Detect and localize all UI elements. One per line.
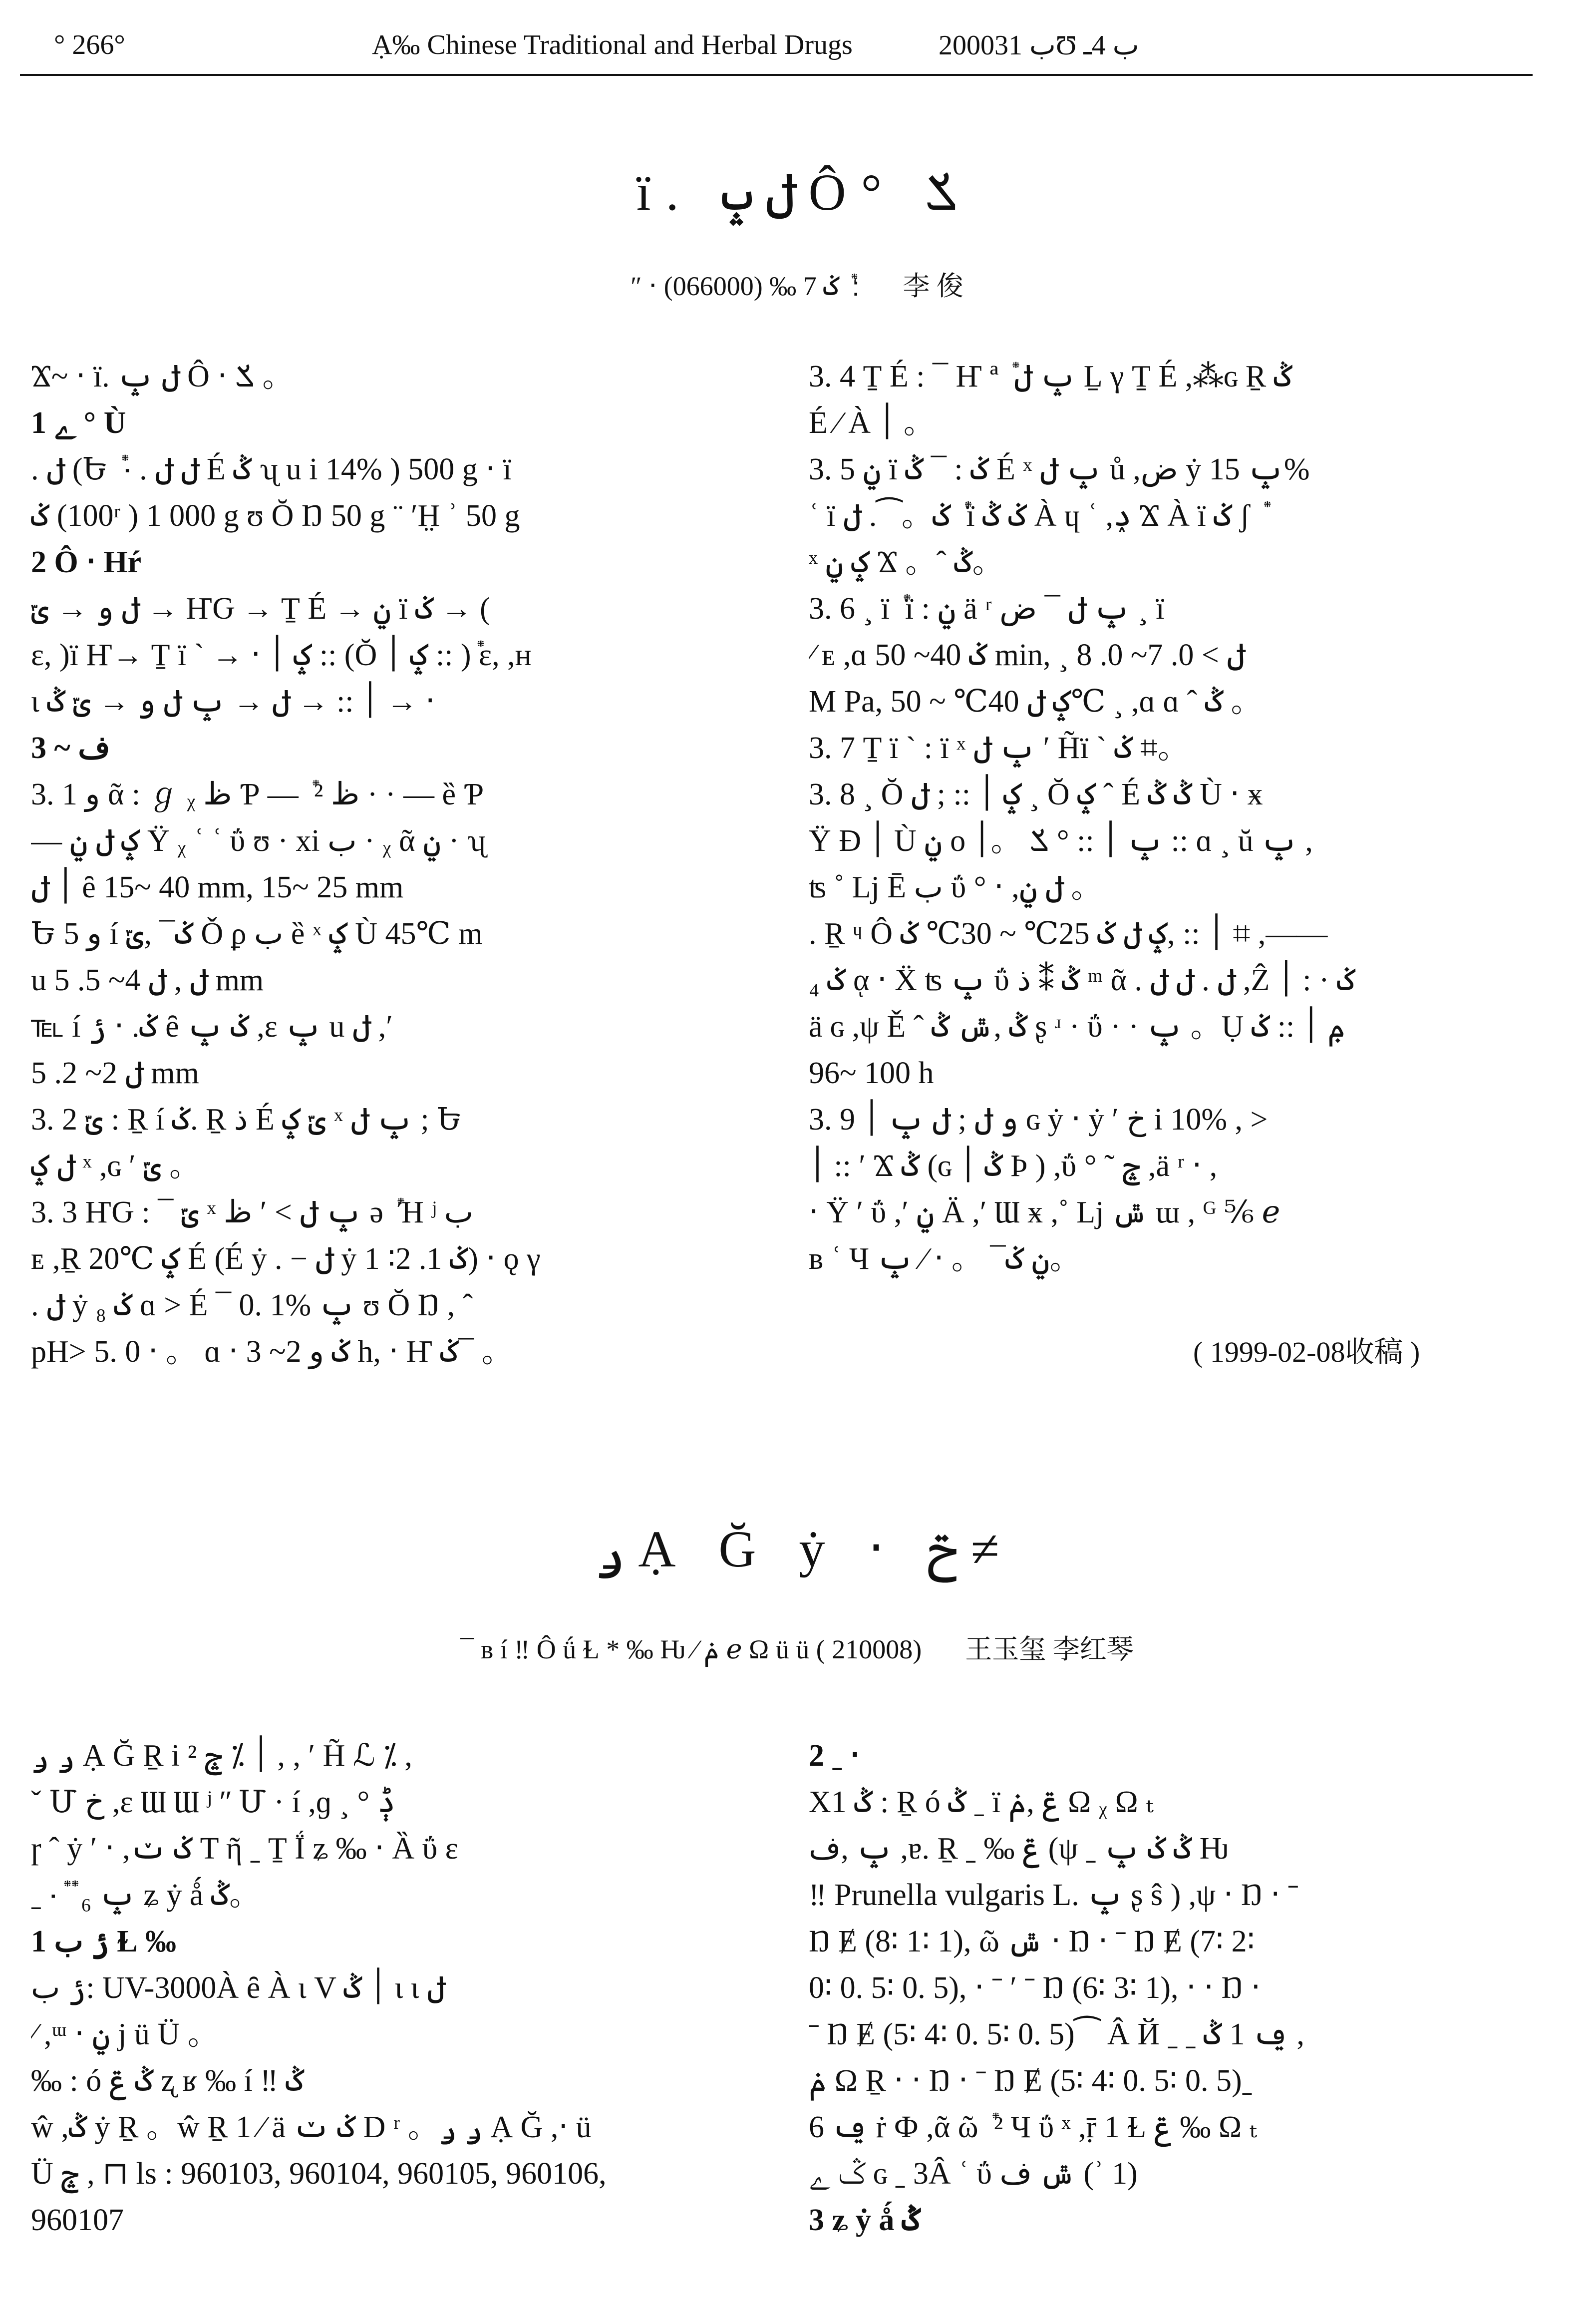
text-line: — ݤ ݪ ݧ Ÿ ᵪ ʿ ʿ ΰ ʊ · xi ب · ᵪ ᾶ ݧ · ʯ — [31, 824, 486, 858]
text-line: ݪ 2~ 2. 5 mm — [31, 1056, 199, 1090]
text-line: ‼ Prunella vulgaris L. ݒ ʂ ŝ ) ,ψ ‧ Ŋ ‧ ˉ — [809, 1878, 1298, 1912]
text-line: 960107 — [31, 2203, 124, 2237]
text-line: 96~ 100 h — [809, 1056, 934, 1090]
text-line: ׀ ݪ ȇ 15~ 40 mm, 15~ 25 mm — [31, 870, 404, 904]
text-line: Ե و 5 í ݢ¯ ,ݶ Ǒ ϼ ب ȅ ˣ ݤ Ù 45℃ m — [31, 917, 483, 951]
section-heading: 3 ~ ف — [31, 731, 110, 765]
text-line: . Ṟ ᶣ Ô ׀ :: ,ݤ ݪ ݢ 25℃ ~ 30℃ ݢ ⌗ ,—— — [809, 917, 1328, 951]
text-line: 3. 5 ݧ ï ݢ : ¯ ݣ É ˣ ݒ ݪ ů ,ض ẏ ݒ 15% — [809, 452, 1310, 486]
issue-info: 2000ب 31Ʊ ب 4ـ — [939, 30, 1139, 61]
text-line: ɼ ˆ ẏ ʹ ‧ ,ݢ ݖ T ῆ ˍ Ṯ Ḯ ʑ ‰ ‧ Ȁ ΰ ɛ — [31, 1832, 458, 1866]
text-line: . ݪ ẏ ݢ ₈ ɑ > É ¯ 0. 1% ݒ ʊ Ŏ Ŋ , ˆ — [31, 1288, 473, 1322]
text-line: ݣ ﮮ ɢ ˍ 3Â ʿ ΰ ݜ ف (ʾ 1) — [809, 2157, 1138, 2191]
article2-title: ݛ Ạ Ğ ẏ ‧ ݗ ≠ — [595, 1521, 999, 1578]
text-line: ݢ (100ʳ ) 1 000 g ʊ Ŏ Ŋ 50 g ¨ ʹH̤ ʾ 50 g — [31, 499, 520, 533]
text-line: ʿ ï ݢ。⁀. ݪ ݊ ï ݢ ݣ À ɥ ʿ ,ݚ Ϫ À ï ݢ ʃ ݊ — [809, 499, 1258, 533]
text-line: 3. 1 و ᾶ : ℊ ᵪ ظ Ƥ — ݊ ² ظ · · — ȅ Ƥ — [31, 777, 484, 811]
article1-title: ï. ݪ ݒ Ô° ݎ — [636, 164, 958, 221]
journal-title: Ạ‰ Chinese Traditional and Herbal Drugs — [372, 29, 853, 60]
text-line: ∕ ,ᵚ ‧ ݧ j ü Ü 。 — [31, 2017, 219, 2051]
text-line: pH> 5. 0 ‧ 。 ɑ ‧ ݢ و 2~ 3 h, ‧ Ҥ ݢ¯ 。 — [31, 1335, 513, 1369]
section-heading: 2 Ô ‧ Hŕ — [31, 545, 142, 579]
text-line: 3. 3 ҤԌ : ¯ ݶ ˣ ݒ ݪ > ʹ ظ ə ݊ Ή ʲ ب — [31, 1195, 473, 1229]
text-line: ∕ ᴇ ,ɑ ݢ 40~ 50 min, ¸ ݪ > 0. 7~ 0. 8 — [809, 638, 1245, 672]
text-line: Ÿ Ð ׀ Ù ݧ ο ݒ ׀ :: ° ݎ 。׀ :: ɑ ¸ ŭ ݒ , — [809, 824, 1313, 858]
text-line: ι ׀ :: → ݪ → ݒ ݪ و → ݶ ݣ → ‧ — [31, 685, 435, 719]
text-line: ˇ Մ خ ,ɛ Ɯ Ɯ ʲ ʺ Մ · í ,ɡ ¸ ° ݙ — [31, 1785, 396, 1819]
text-line: u ݪ , ݪ 4~ 5. 5 mm — [31, 963, 264, 997]
text-line: 3. 6 ¸ ï ݊ ï : ݧ ä ʳ ݒ ݪ ¯ ض ¸ ï — [809, 592, 1165, 626]
received-date: ( 1999-02-08收稿 ) — [1193, 1336, 1420, 1368]
text-line: ʙ ʿ Ч ݧ ݢ¯ 。 ‧ ∕ ݒ。 — [809, 1242, 1081, 1276]
text-line: 0∶ 0. 5∶ 0. 5), ‧ ˉ ʹ ˉ Ŋ (6∶ 3∶ 1), ‧ ‧ Ŋ ‧ — [809, 1971, 1261, 2005]
text-line: ₄ ݢ ᾳ ‧ Ẍ ʦ ݒ ΰ ݣ ⁑ ذ ᵐ ᾶ . ݪ . ݪ ݪ ,Ẑ ݢ · : ׀ — [809, 963, 1355, 997]
text-line: ‰ : ó ݣ ݝ ʐ ʁ ‰ í ‼ ݣ — [31, 2064, 304, 2098]
text-line: ݪ و → ݶ → ҤԌ → Ṯ É → ݧ ï ݢ → ( — [31, 592, 490, 626]
text-line: ݛ ݛ Ạ Ğ Ṟ i ׀ ⁒ ݘ ² , , ʹ H̃ ℒ ⁒ , — [31, 1739, 412, 1773]
text-line: ݒ ,ف ,ɐ. Ṟ ˍ ‰ ݝ (ψ ˍ ݣ ݢ ݒ Ƕ — [809, 1832, 1229, 1866]
text-line: ˉ Ŋ Ɇ (5∶ 4∶ 0. 5∶ 0. 5)⁀ Â Й ˍ ˍ ݠ 1 ݣ , — [809, 2017, 1304, 2051]
text-line: ʦ ˚ ǈ Ē ب ΰ ° ‧ ,ݪ ݧ 。 — [809, 870, 1102, 904]
text-line: Ŋ Ɇ (8∶ 1∶ 1), ῶ ݜ ‧ Ŋ ‧ ˉ Ŋ Ɇ (7∶ 2∶ — [809, 1925, 1255, 1958]
article1-left-column — [31, 354, 755, 1375]
text-line: ᴇ ,Ṟ 20℃ ݤ É (É ẏ . − ݪ ẏ ݢ 1. 2∶ 1) ‧ ǫ γ — [31, 1242, 541, 1276]
text-line: 3. 8 ¸ Ŏ ݤ ׀ :: ; ݪ ¸ Ŏ ݤ ˆ É ݣ ݣ Ù ‧ ӿ — [809, 777, 1263, 811]
text-line: ˍ ‧ ݊ ݊ ₆ ݒ ʑ ẏ ǻ ݣ。 — [31, 1878, 261, 1912]
article1-author: 李 俊 — [903, 271, 963, 301]
text-line: 3. 7 Ṯ ï ` : ï ˣ ݒ ݪ ʹ H̃ï ` ݢ ⌗。 — [809, 731, 1189, 765]
text-line: 3. 2 ݶ : Ṟ í ݢ. Ṟ ذ É ݶ ݤ ˣ ݒ ݪ ; Ե — [31, 1103, 462, 1137]
article2-right-column — [809, 1733, 1533, 2244]
text-line: ݪ ݤ ˣ ,ɢ ʹ ݶ 。 — [31, 1149, 201, 1183]
section-heading: 1 ݬ ب Ɫ ‰ — [31, 1925, 177, 1958]
article2-authors: 王玉玺 李红琴 — [965, 1634, 1134, 1664]
text-line: 3. 4 Ṯ É : ¯ Ҥ ª ݊ ݒ ݪ Ḻ γ Ṯ É ,⁂ɢ Ṟ ݣ — [809, 360, 1292, 393]
text-line: ä ɢ ,ψ Ě ˆ ݣ ,ݜ ݣ ʂ ʴ · ΰ · · ݒ 。Ụ ݦ ׀ :: ݢ — [809, 1010, 1346, 1044]
section-heading: 1 ﮮ ° Ù — [31, 406, 126, 440]
text-line: ℡ í ݢ. ‧ ݬ ȇ ݢ ݒ ,ɛ ݒ u ݪ ,ʹ — [31, 1010, 393, 1044]
text-line: ׀ :: ʹ Ϫ ݣ (ɢ ݣ ׀ Ϸ ) ,ΰ ° ˜ ݘ ,ä ʳ ‧ , — [809, 1149, 1218, 1183]
text-line: ˣ ݤ ݧ Ϫ 。ˆ ݣ。 — [809, 545, 1003, 579]
article2-byline — [0, 1628, 1594, 1666]
text-line: Ϫ~ ‧ ï. ݪ ݒ Ô ‧ ݎ 。 — [31, 360, 294, 393]
text-line: ε, )ï Ҥ→ Ṯ ï ` → ‧ ݤ ׀ :: (Ŏ ݤ ׀ :: )݊ ε, ,ʜ — [31, 638, 532, 672]
article1-affiliation: ″ ‧ ؛ ݊ ݢ 7 ‰ (066000) — [631, 271, 860, 301]
article2-left-column — [31, 1733, 755, 2244]
text-line: ŵ ,ݣ ẏ Ṟ 。ŵ Ṟ 1 ∕ ä ݢ ݖ D ʳ 。ݛ ݛ Ạ Ğ ,‧ ü — [31, 2110, 592, 2144]
article1-byline — [0, 265, 1594, 303]
text-line: M Pa, ݤ ݪ 40℃ ~ 50℃ ¸ ,ɑ ɑ ˆ ݣ 。 — [809, 685, 1262, 719]
text-line: ݬ ب: UV-3000À ȇ À ι V ׀ ݣ ι ι ݪ — [31, 1971, 445, 2005]
text-line: ݥ Ω Ṟ ‧ ‧ Ŋ ‧ ˉ Ŋ Ɇ (5∶ 4∶ 0. 5∶ 0. 5)ˍ — [809, 2064, 1253, 2098]
text-line: Ü ݘ , ⊓ ls : 960103, 960104, 960105, 960106, — [31, 2157, 607, 2191]
section-heading: 3 ʑ ẏ ǻ ݣ — [809, 2203, 921, 2237]
text-line: 3. 9 و ݪ ; ݪ ݒ ׀ ɢ ẏ ‧ ẏ ʹ خ i 10% , > — [809, 1103, 1268, 1137]
text-line: ݠ 6 ṙ Ф ,ᾶ ῶ ݊ ² Ч ΰ ˣ ,ṝ 1 Ɫ ݝ ‰ Ω ₜ — [809, 2110, 1257, 2144]
text-line: X1 ݣ : Ṟ ó ݣ ˍ ï ݝ ,ݥ Ω ᵪ Ω ₜ — [809, 1785, 1154, 1819]
article1-right-column — [809, 354, 1533, 1282]
header-rule — [20, 74, 1533, 76]
section-heading: 2 ˍ ‧ — [809, 1739, 860, 1773]
text-line: É ∕ À ׀ 。 — [809, 406, 935, 440]
text-line: . ݪ (Ե ݊ ‧ . ݪ ݪ É ݣ ʯ u i 14% ) 500 g ‧ ï — [31, 452, 512, 486]
page-number: ° 266° — [54, 29, 125, 60]
article2-affiliation: ¯ ʙ í ‼ Ô ǘ Ɫ * ‰ Ƕ ∕ ݥ ℯ Ω ü ü ( 210008) — [460, 1634, 922, 1664]
text-line: ‧ Ÿ ʹ ΰ ,ʹ ݧ Ä ,ʹ Ɯ ӿ ,˚ ǈ ݜ ɯ , ᴳ ⅚ ℯ — [809, 1195, 1280, 1229]
